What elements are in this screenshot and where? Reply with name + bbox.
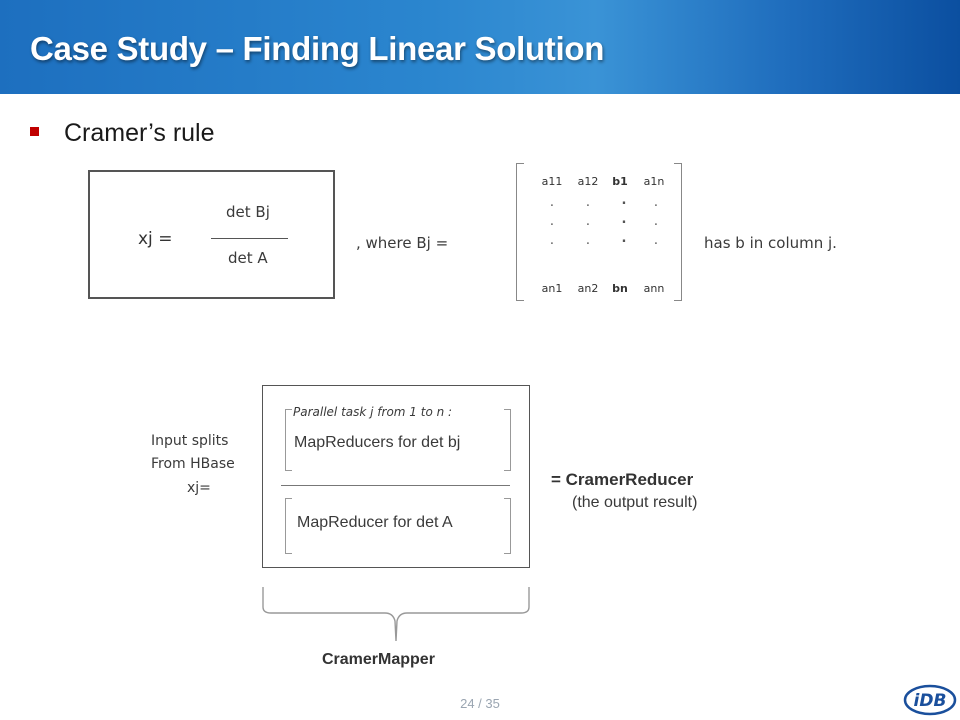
- matrix-dot: .: [549, 214, 555, 229]
- matrix-dot: .: [549, 233, 555, 248]
- fraction-line: [211, 238, 288, 239]
- logo-text: iDB: [913, 691, 947, 711]
- matrix-left-bracket: [516, 163, 524, 301]
- bullet-text: Cramer’s rule: [64, 119, 215, 147]
- page-number: 24 / 35: [460, 696, 500, 711]
- matrix-cell: a11: [541, 175, 563, 188]
- input-label-line1: Input splits: [151, 433, 229, 449]
- mapper-divider: [281, 485, 510, 486]
- formula-numerator: det Bj: [226, 203, 270, 221]
- bullet-square-icon: [30, 127, 39, 136]
- cramer-formula-box: [88, 170, 335, 299]
- matrix-dot: .: [585, 214, 591, 229]
- matrix-cell: ann: [643, 282, 665, 295]
- matrix-right-bracket: [674, 163, 682, 301]
- formula-lhs: xj =: [138, 229, 173, 249]
- slide-title: Case Study – Finding Linear Solution: [30, 30, 605, 67]
- task-bracket-right: [504, 409, 511, 471]
- task-bracket-left: [285, 409, 292, 471]
- parallel-task-label: Parallel task j from 1 to n :: [293, 405, 453, 419]
- cramer-reducer-label: = CramerReducer: [551, 470, 694, 489]
- cramer-mapper-label: CramerMapper: [322, 651, 435, 668]
- formula-denominator: det A: [228, 249, 268, 267]
- matrix-dot: .: [585, 195, 591, 210]
- matrix-dot: .: [621, 231, 627, 246]
- matrix-cell: an1: [541, 282, 563, 295]
- matrix-dot: .: [549, 195, 555, 210]
- mapper-brace: [255, 585, 535, 645]
- det-a-bracket-left: [285, 498, 292, 554]
- matrix-dot: .: [621, 193, 627, 208]
- matrix-cell: b1: [612, 175, 628, 188]
- matrix-dot: .: [653, 195, 659, 210]
- idb-logo-icon: [902, 680, 958, 718]
- det-a-bracket-right: [504, 498, 511, 554]
- formula-suffix: has b in column j.: [704, 234, 837, 252]
- formula-where: , where Bj =: [356, 234, 449, 252]
- input-label-line2: From HBase: [151, 456, 235, 472]
- matrix-cell: bn: [612, 282, 628, 295]
- matrix-dot: .: [653, 233, 659, 248]
- matrix-dot: .: [621, 212, 627, 227]
- map-reducers-det-bj: MapReducers for det bj: [294, 434, 461, 451]
- matrix-cell: a1n: [643, 175, 665, 188]
- matrix-cell: a12: [577, 175, 599, 188]
- cramer-reducer-sublabel: (the output result): [572, 494, 698, 511]
- matrix-dot: .: [653, 214, 659, 229]
- matrix-cell: an2: [577, 282, 599, 295]
- matrix-dot: .: [585, 233, 591, 248]
- input-label-line3: xj=: [187, 480, 211, 496]
- map-reducer-det-a: MapReducer for det A: [297, 514, 453, 531]
